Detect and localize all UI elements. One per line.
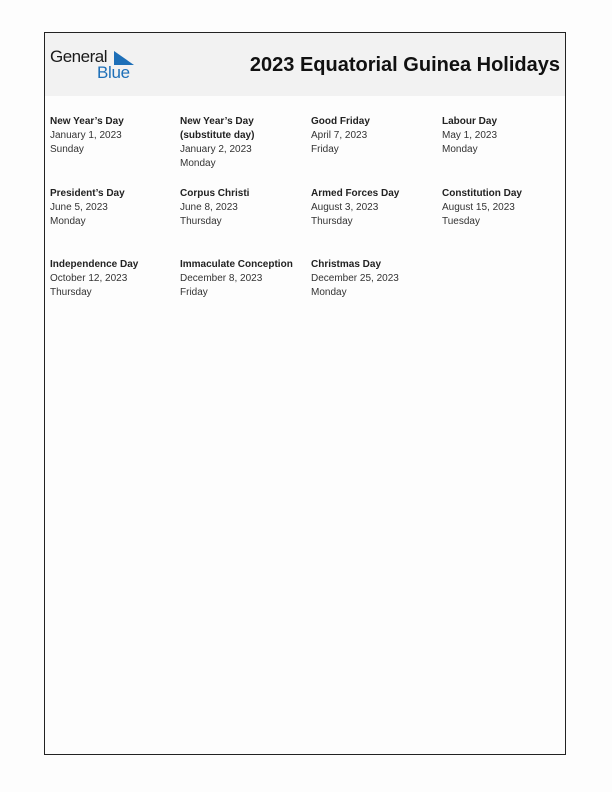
holiday-weekday: Sunday [50,144,84,155]
holiday-name: Good Friday [311,116,370,127]
holiday-entry [442,115,567,157]
holiday-weekday: Monday [311,287,347,298]
holiday-entry [180,258,308,300]
holiday-date: August 3, 2023 [311,202,379,213]
page-frame [44,32,566,755]
holiday-date: October 12, 2023 [50,273,128,284]
holiday-entry [50,258,175,300]
holiday-entry [180,115,270,171]
holiday-name: New Year’s Day (substitute day) [180,116,255,141]
holiday-date: December 25, 2023 [311,273,399,284]
holiday-name: Christmas Day [311,259,382,270]
holiday-entry [50,115,175,157]
holiday-date: December 8, 2023 [180,273,263,284]
holiday-name: President’s Day [50,188,125,199]
generalblue-logo [50,47,140,83]
holiday-date: January 1, 2023 [50,130,122,141]
holiday-name: Independence Day [50,259,139,270]
holiday-weekday: Monday [50,216,86,227]
holiday-name: Corpus Christi [180,188,250,199]
holiday-date: May 1, 2023 [442,130,498,141]
holiday-weekday: Thursday [311,216,353,227]
holiday-name: New Year’s Day [50,116,124,127]
holiday-date: January 2, 2023 [180,144,252,155]
holiday-entry [311,115,436,157]
page-title: 2023 Equatorial Guinea Holidays [249,54,560,76]
holiday-name: Labour Day [442,116,498,127]
header-band [45,33,565,96]
holiday-weekday: Tuesday [442,216,480,227]
holiday-date: June 5, 2023 [50,202,108,213]
logo-word-blue: Blue [97,63,130,82]
holiday-weekday: Friday [180,287,208,298]
holiday-entry [311,187,436,229]
holiday-entry [180,187,305,229]
logo-word-general: General [50,47,107,66]
holiday-date: April 7, 2023 [311,130,368,141]
holiday-entry [442,187,567,229]
holiday-weekday: Thursday [50,287,92,298]
holiday-weekday: Friday [311,144,339,155]
holiday-weekday: Monday [180,158,216,169]
holiday-weekday: Monday [442,144,478,155]
holiday-entry [50,187,175,229]
holiday-date: August 15, 2023 [442,202,515,213]
holiday-weekday: Thursday [180,216,222,227]
holiday-name: Immaculate Conception [180,259,293,270]
holiday-date: June 8, 2023 [180,202,238,213]
holiday-entry [311,258,436,300]
holiday-name: Armed Forces Day [311,188,400,199]
holiday-name: Constitution Day [442,188,522,199]
